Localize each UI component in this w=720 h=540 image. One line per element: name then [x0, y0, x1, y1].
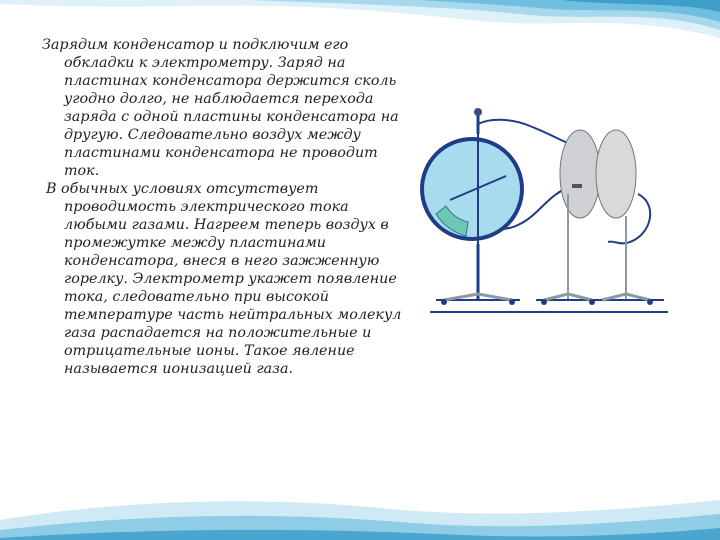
- slide-text: [42, 36, 410, 378]
- paragraph-1: Зарядим конденсатор и подключим его обкладки к электрометру. Заряд на пластинах конденсатора держится сколь угодно долго, не наблюдается перехода заряда с одной пластины конденсатора на другую. Следовательно воздух между пластинами конденсатора не проводит ток.: [42, 37, 399, 179]
- bottom-wave-decoration: [0, 490, 720, 540]
- paragraph-2: В обычных условиях отсутствует проводимость электрического тока любыми газами. Нагреем теперь воздух в промежутке между пластинами конденсатора, внеся в него зажженную горелку. Электрометр укажет появление тока, следовательно при высокой температуре часть нейтральных молекул газа распадается на положительные и отрицательные ионы. Такое явление называется ионизацией газа.: [46, 181, 402, 377]
- electrometer-icon: [422, 108, 522, 305]
- electrometer-and-capacitor-icon: [420, 104, 670, 320]
- capacitor-plates-icon: [536, 130, 664, 305]
